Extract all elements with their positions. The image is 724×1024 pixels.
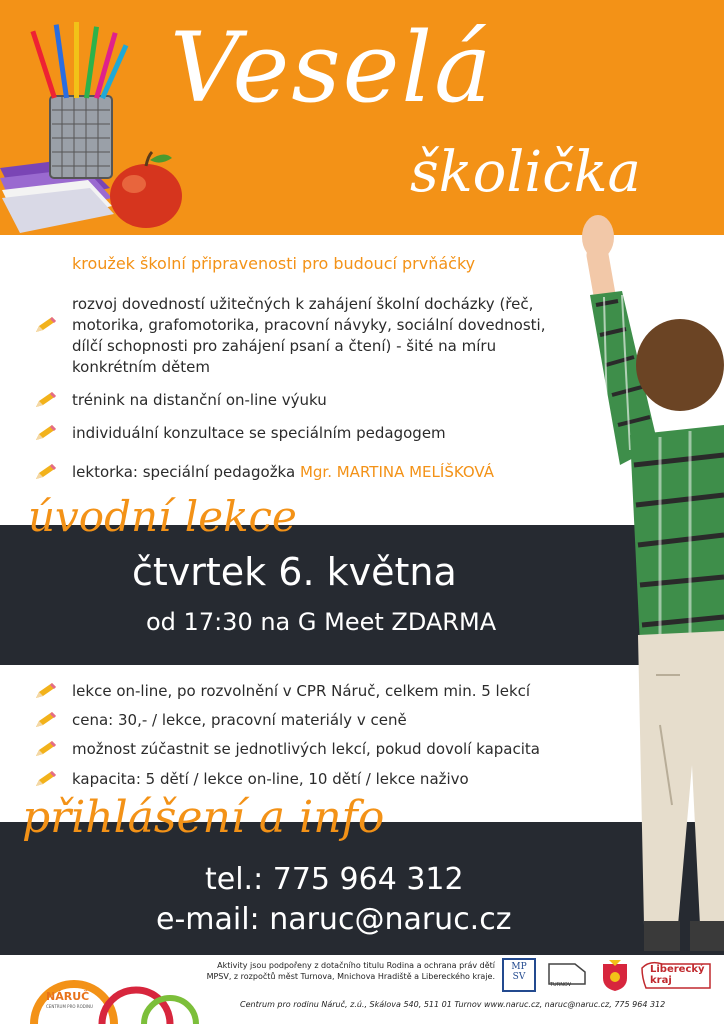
logo-subtitle: CENTRUM PRO RODINU [46,1004,93,1009]
lecturer-prefix: lektorka: speciální pedagožka [72,463,300,481]
subtitle: kroužek školní připravenosti pro budoucí prvňáčky [72,254,476,273]
lecturer-item [34,462,574,483]
event-date: čtvrtek 6. května [132,550,457,594]
pencil-icon [34,424,58,442]
pencil-icon [34,316,58,334]
list-item [34,294,554,378]
boy-illustration [560,205,724,965]
list-item [34,769,574,790]
intro-heading: úvodní lekce [28,492,297,541]
list-item-text: individuální konzultace se speciálním pedagogem [72,424,446,442]
contact-phone[interactable]: tel.: 775 964 312 [205,862,464,897]
pencil-icon [34,391,58,409]
title-line-1: Veselá [170,12,494,124]
turnov-label: TURNOV [550,982,572,988]
list-item [34,739,594,760]
pencil-icon [34,463,58,481]
pencil-icon [34,740,58,758]
list-item-text: kapacita: 5 dětí / lekce on-line, 10 dětí / lekce naživo [72,770,469,788]
list-item [34,390,554,411]
logo-name: NÁRUČ [46,990,90,1003]
list-item-text: trénink na distanční on-line výuku [72,391,327,409]
list-item [34,423,554,444]
footer-support-note: Aktivity jsou podpořeny z dotačního titulu Rodina a ochrana práv dětí MPSV, z rozpočtů měst Turnova, Mnichova Hradiště a Libereckého kraje. [206,961,495,981]
event-time: od 17:30 na G Meet ZDARMA [146,608,497,636]
contact-email[interactable]: e-mail: naruc@naruc.cz [156,902,512,937]
pencil-icon [34,711,58,729]
pencil-icon [34,682,58,700]
liberecky-kraj-label: Liberecký kraj [650,964,705,986]
list-item-text: možnost zúčastnit se jednotlivých lekcí, pokud dovolí kapacita [72,740,540,758]
lecturer-name: Mgr. MARTINA MELÍŠKOVÁ [299,463,494,481]
contact-heading: přihlášení a info [22,792,385,843]
lecturer-text [72,462,494,483]
crest-icon [600,958,630,992]
footer-address: Centrum pro rodinu Náruč, z.ú., Skálova 540, 511 01 Turnov www.naruc.cz, naruc@naruc.cz, 775 964 312 [240,1000,666,1009]
list-item-text: rozvoj dovedností užitečných k zahájení školní docházky (řeč, motorika, grafomotorika, pracovní návyky, sociální dovednosti, dílčí schopnosti pro zahájení psaní a čtení) - šité na míru konkrétním dětem [72,295,546,376]
title-line-2: školička [410,140,641,205]
list-item-text: cena: 30,- / lekce, pracovní materiály v ceně [72,711,407,729]
list-item-text: lekce on-line, po rozvolnění v CPR Náruč, celkem min. 5 lekcí [72,682,531,700]
list-item [34,681,574,702]
mpsv-label: MP SV [511,962,527,982]
list-item [34,710,574,731]
pencil-icon [34,770,58,788]
